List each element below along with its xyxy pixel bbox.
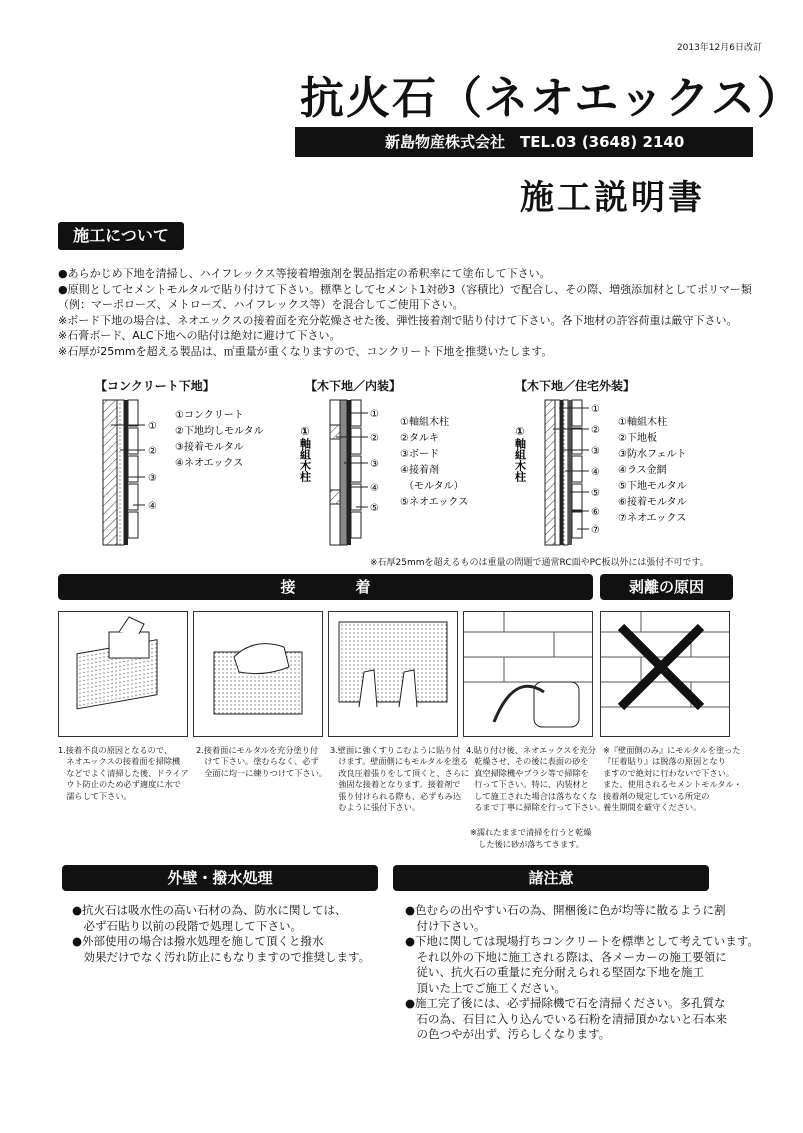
- wood-exterior-section-diagram: [515, 395, 745, 550]
- illustration-step-1: [58, 611, 188, 737]
- legend-item: ⑤ネオエックス: [400, 497, 469, 508]
- legend-item: ④ネオエックス: [175, 458, 244, 469]
- marker-1: ①: [148, 421, 157, 432]
- section-heading-construction: 施工について: [58, 222, 184, 250]
- instruction-line: ●あらかじめ下地を清掃し、ハイフレックス等接着増強剤を製品指定の希釈率にて塗布して下さい。: [58, 267, 551, 280]
- instruction-line: ※石膏ボード、ALC下地への貼付は絶対に避けて下さい。: [58, 329, 341, 342]
- illustration-step-2: [193, 611, 323, 737]
- page-title: 抗火石（ネオエックス）: [300, 73, 803, 124]
- legend-item: ④ラス金網: [618, 465, 667, 476]
- moisture-note: ※濡れたままで清掃を行うと乾燥 した後に砂が落ちてきます。: [470, 827, 592, 849]
- legend-item: ③防水フェルト: [618, 449, 687, 460]
- marker-1: ①: [591, 404, 600, 415]
- legend-item: ①軸組木柱: [400, 417, 449, 428]
- marker-4: ④: [148, 501, 157, 512]
- legend-item: （モルタル）: [404, 481, 464, 492]
- peeling-caption: ※『壁面側のみ』にモルタルを塗った 『圧着貼り』は脱落の原因となり ますので絶対に行わないで下さい。 また、使用されるセメントモルタル・ 接着剤の規定している所定の 養生期間を厳守ください。: [603, 745, 742, 813]
- diagram-title-wood-interior: 【木下地／内装】: [305, 379, 402, 393]
- section-heading-cautions: 諸注意: [393, 865, 709, 891]
- illustration-step-4: [463, 611, 593, 737]
- instruction-line: ※石厚が25mmを超える製品は、㎡重量が重くなりますので、コンクリート下地を推奨いたします。: [58, 344, 553, 358]
- marker-2: ②: [370, 433, 379, 444]
- marker-6: ⑥: [591, 507, 600, 518]
- step-4-caption: 4.貼り付け後、ネオエックスを充分 乾燥させ、その後に表面の砂を 真空掃除機やブラシ等で掃除を 行って下さい。特に、内装材と して施工された場合は落ちなくな るまで丁寧に掃除を行って下さい。: [466, 745, 606, 813]
- instruction-line: ●原則としてセメントモルタルで貼り付けて下さい。標準としてセメント1対砂3（容積比）で配合し、その際、増強添加材としてポリマー類: [58, 282, 752, 296]
- step-3-caption: 3.壁面に強くすりこむように貼り付 けます。壁面側にもモルタルを塗る 改良圧着張りをして頂くと、さらに 強固な接着となります。接着剤で 張り付けられる際も、必ずもみ込 むように張付下さい。: [330, 745, 470, 813]
- legend-item: ④接着剤: [400, 465, 439, 476]
- side-label: ①軸組木柱: [298, 425, 312, 482]
- legend-item: ⑦ネオエックス: [618, 513, 687, 524]
- wood-interior-section-diagram: [300, 395, 500, 550]
- waterproof-notes: ●抗火石は吸水性の高い石材の為、防水に関しては、 必ず石貼り以前の段階で処理して下さい。 ●外部使用の場合は撥水処理を施して頂くと撥水 効果だけでなく汚れ防止にもなりますので推奨します。: [72, 903, 371, 964]
- diagram-note: ※石厚25mmを超えるものは重量の問題で通常RC面やPC板以外には張付不可です。: [370, 558, 709, 568]
- legend-item: ②タルキ: [400, 433, 439, 444]
- legend-item: ①コンクリート: [175, 410, 244, 421]
- section-heading-peeling: 剥離の原因: [600, 574, 733, 600]
- diagram-title-concrete: 【コンクリート下地】: [95, 379, 215, 393]
- step-2-caption: 2.接着面にモルタルを充分塗り付 けて下さい。塗むらなく、必ず 全面に均一に練りつけて下さい。: [196, 745, 328, 778]
- legend-item: ⑥接着モルタル: [618, 497, 687, 508]
- section-heading-waterproof: 外壁・撥水処理: [62, 865, 378, 891]
- marker-3: ③: [370, 459, 379, 470]
- legend-item: ②下地板: [618, 433, 657, 444]
- construction-instructions: [58, 266, 758, 359]
- marker-2: ②: [148, 446, 157, 457]
- marker-5: ⑤: [591, 488, 600, 499]
- marker-4: ④: [591, 467, 600, 478]
- caution-notes: ●色むらの出やすい石の為、開梱後に色が均等に散るように割 付け下さい。 ●下地に関しては現場打ちコンクリートを標準として考えています。 それ以外の下地に施工される際は、各メーカーの施工要領に 従い、抗火石の重量に充分耐えられる堅固な下地を施工 頂いた上でご施工ください。 ●施工完了後には、必ず掃除機で石を清掃ください。多孔質な 石の為、石目に入り込んでいる石粉を清掃頂かないと石本来 の色つやが出ず、汚らしくなります。: [405, 903, 759, 1041]
- marker-1: ①: [370, 409, 379, 420]
- revision-date: 2013年12月6日改訂: [676, 43, 762, 53]
- side-label: ①軸組木柱: [513, 425, 527, 482]
- instruction-line: ※ボード下地の場合は、ネオエックスの接着面を充分乾燥させた後、弾性接着剤で貼り付けて下さい。各下地材の許容荷重は厳守下さい。: [58, 313, 738, 327]
- marker-3: ③: [591, 446, 600, 457]
- marker-2: ②: [591, 425, 600, 436]
- document-subtitle: 施工説明書: [520, 178, 705, 218]
- marker-5: ⑤: [370, 503, 379, 514]
- legend-item: ③接着モルタル: [175, 442, 244, 453]
- marker-4: ④: [370, 483, 379, 494]
- instruction-line: （例：マーポローズ、メトローズ、ハイフレックス等）を混合してご使用下さい。: [58, 298, 464, 311]
- concrete-section-diagram: [95, 395, 275, 550]
- marker-3: ③: [148, 473, 157, 484]
- illustration-step-3: [328, 611, 458, 737]
- legend-item: ⑤下地モルタル: [618, 481, 687, 492]
- illustration-peeling: [600, 611, 730, 737]
- marker-7: ⑦: [591, 525, 600, 536]
- company-banner: 新島物産株式会社 TEL.03 (3648) 2140: [295, 127, 753, 157]
- legend-item: ①軸組木柱: [618, 417, 667, 428]
- legend-item: ②下地均しモルタル: [175, 426, 264, 437]
- section-heading-adhesion: 接 着: [58, 574, 593, 600]
- legend-item: ③ボード: [400, 449, 439, 460]
- step-1-caption: 1.接着不良の原因となるので、 ネオエックスの接着面を掃除機 などでよく清掃した後、ドライア ウト防止のため必ず適度に水で 濡らして下さい。: [58, 745, 189, 801]
- diagram-title-wood-exterior: 【木下地／住宅外装】: [515, 379, 636, 393]
